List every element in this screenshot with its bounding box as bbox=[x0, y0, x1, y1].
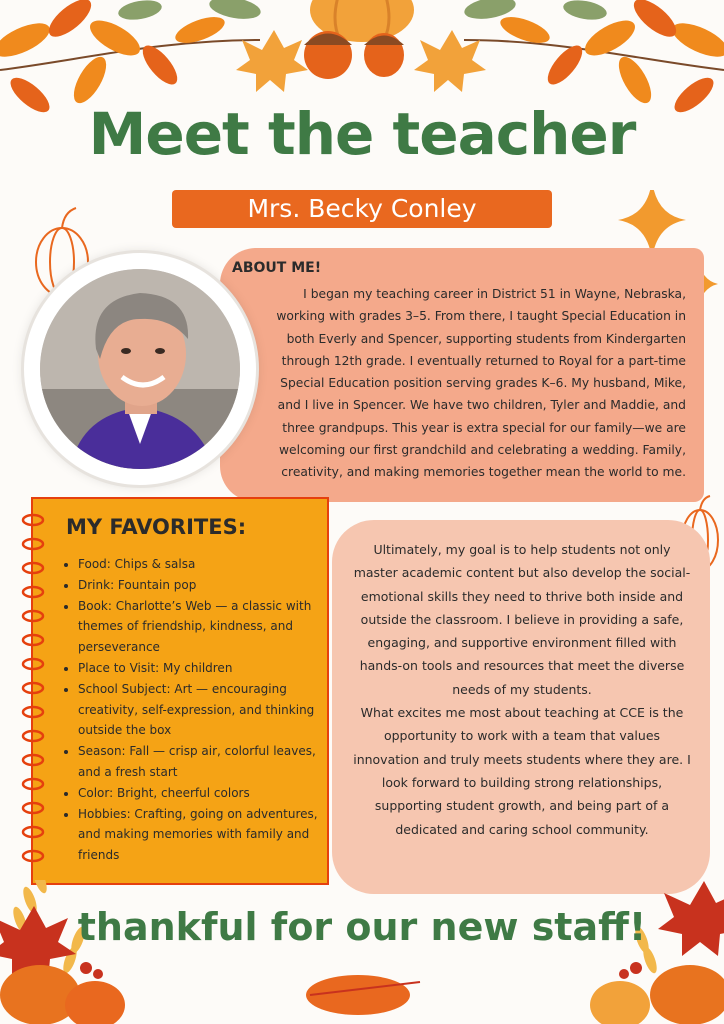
page-title: Meet the teacher bbox=[88, 100, 636, 168]
philosophy-text bbox=[352, 538, 692, 841]
autumn-bottom-decoration bbox=[0, 880, 724, 1024]
list-item: • School Subject: Art — encouraging creativity, self-expression, and thinking outside the box bbox=[78, 679, 334, 741]
berries-icon bbox=[619, 962, 642, 979]
list-item: • Food: Chips & salsa bbox=[78, 554, 334, 575]
favorites-list bbox=[60, 554, 334, 866]
list-item: • Season: Fall — crisp air, colorful leaves, and a fresh start bbox=[78, 741, 334, 783]
favorites-heading: MY FAVORITES: bbox=[66, 515, 247, 539]
list-item: • Place to Visit: My children bbox=[78, 658, 334, 679]
philosophy-paragraph-2: What excites me most about teaching at CCE is the opportunity to work with a team that values innovation and truly meets students where they are. I look forward to building strong relationships, supporting student growth, and being part of a dedicated and caring school community. bbox=[353, 705, 691, 837]
list-item: • Book: Charlotte’s Web — a classic with themes of friendship, kindness, and perseverance bbox=[78, 596, 334, 658]
list-item: • Color: Bright, cheerful colors bbox=[78, 783, 334, 804]
footer-message: thankful for our new staff! bbox=[77, 905, 647, 949]
philosophy-paragraph-1: Ultimately, my goal is to help students not only master academic content but also develop the social-emotional skills they need to thrive both inside and outside the classroom. I believe in providing a safe, engaging, and supportive environment filled with hands-on tools and resources that meet the diverse needs of my students. bbox=[353, 542, 691, 697]
list-item: • Hobbies: Crafting, going on adventures, and making memories with family and friends bbox=[78, 804, 334, 866]
berries-icon bbox=[80, 962, 103, 979]
pumpkin-icon bbox=[0, 965, 125, 1024]
about-me-heading: ABOUT ME! bbox=[232, 260, 322, 276]
teacher-name-banner: Mrs. Becky Conley bbox=[172, 190, 552, 228]
pumpkin-icon bbox=[590, 965, 724, 1024]
list-item: • Drink: Fountain pop bbox=[78, 575, 334, 596]
teacher-photo bbox=[40, 269, 240, 469]
leaf-icon bbox=[306, 975, 420, 1015]
about-me-text: I began my teaching career in District 51 in Wayne, Nebraska, working with grades 3–5. From there, I taught Special Education in both Everly and Spencer, supporting students from Kindergarten through 12th grade. I eventually returned to Royal for a part-time Special Education position serving grades K–6. My husband, Mike, and I live in Spencer. We have two children, Tyler and Maddie, and three grandpups. This year is extra special for our family—we are welcoming our first grandchild and celebrating a wedding. Family, creativity, and making memories together mean the world to me. bbox=[276, 287, 686, 480]
notebook-spiral-icon bbox=[18, 508, 48, 878]
